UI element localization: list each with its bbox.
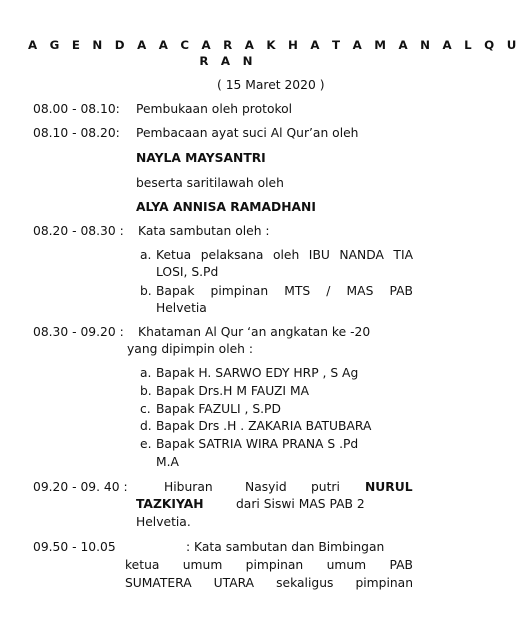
list-marker: b.	[140, 284, 152, 298]
agenda-time-6: 09.50 - 10.05	[33, 540, 116, 554]
agenda-text-5-line3: Helvetia.	[136, 515, 191, 529]
leader-item-b	[140, 384, 152, 398]
agenda-text-3: Kata sambutan oleh :	[138, 224, 270, 238]
agenda-text-6-line3: SUMATERA UTARA sekaligus pimpinan	[125, 576, 413, 590]
agenda-time-5: 09.20 - 09. 40 :	[33, 480, 128, 494]
agenda-text-6: : Kata sambutan dan Bimbingan	[186, 540, 385, 554]
agenda-text-4: Khataman Al Qur ‘an angkatan ke -20	[138, 325, 371, 339]
list-marker: e.	[140, 437, 152, 451]
event-date: ( 15 Maret 2020 )	[217, 78, 325, 92]
leader-name-c: Bapak FAZULI , S.PD	[156, 402, 281, 416]
list-marker: c.	[140, 402, 151, 416]
agenda-time-4: 08.30 - 09.20 :	[33, 325, 124, 339]
leader-name-b: Bapak Drs.H M FAUZI MA	[156, 384, 309, 398]
leader-name-a: Bapak H. SARWO EDY HRP , S Ag	[156, 366, 359, 380]
performer-name-line2: TAZKIYAH	[136, 497, 204, 511]
agenda-text-1: Pembukaan oleh protokol	[136, 102, 293, 116]
list-marker: a.	[140, 248, 152, 262]
speaker-a-line2: LOSI, S.Pd	[156, 265, 219, 279]
list-marker: b.	[140, 384, 152, 398]
list-marker: d.	[140, 419, 152, 433]
speaker-a-line1: Ketua pelaksana oleh IBU NANDA TIA	[156, 248, 413, 262]
leader-name-e: Bapak SATRIA WIRA PRANA S .Pd	[156, 437, 359, 451]
leader-name-d: Bapak Drs .H . ZAKARIA BATUBARA	[156, 419, 372, 433]
speaker-item-a	[140, 248, 151, 262]
agenda-text-5-line2: dari Siswi MAS PAB 2	[236, 497, 365, 511]
performer-name-line1: NURUL	[365, 480, 413, 494]
document-title-line2: R A N	[199, 54, 257, 68]
leader-item-a	[140, 366, 151, 380]
speaker-item-b	[140, 284, 152, 298]
leader-item-c	[140, 402, 151, 416]
agenda-text-5-word3: putri	[311, 480, 340, 494]
leader-item-d	[140, 419, 152, 433]
agenda-text-2: Pembacaan ayat suci Al Qur’an oleh	[136, 126, 359, 140]
agenda-text-6-line2: ketua umum pimpinan umum PAB	[125, 558, 413, 572]
leader-item-e	[140, 437, 151, 451]
document-title-line1: A G E N D A A C A R A K H A T A M A N A L Q U	[28, 38, 520, 52]
leader-name-e-line2: M.A	[156, 455, 179, 469]
saritilawah-intro: beserta saritilawah oleh	[136, 176, 284, 190]
speaker-b-line2: Helvetia	[156, 301, 207, 315]
agenda-text-5-word2: Nasyid	[245, 480, 287, 494]
list-marker: a.	[140, 366, 152, 380]
agenda-time-3: 08.20 - 08.30 :	[33, 224, 124, 238]
speaker-b-line1: Bapak pimpinan MTS / MAS PAB	[156, 284, 413, 298]
agenda-text-4b: yang dipimpin oleh :	[127, 342, 254, 356]
agenda-time-2: 08.10 - 08.20:	[33, 126, 120, 140]
agenda-time-1: 08.00 - 08.10:	[33, 102, 120, 116]
saritilawah-name: ALYA ANNISA RAMADHANI	[136, 200, 316, 214]
agenda-text-5-word1: Hiburan	[164, 480, 213, 494]
quran-reader-name: NAYLA MAYSANTRI	[136, 151, 266, 165]
